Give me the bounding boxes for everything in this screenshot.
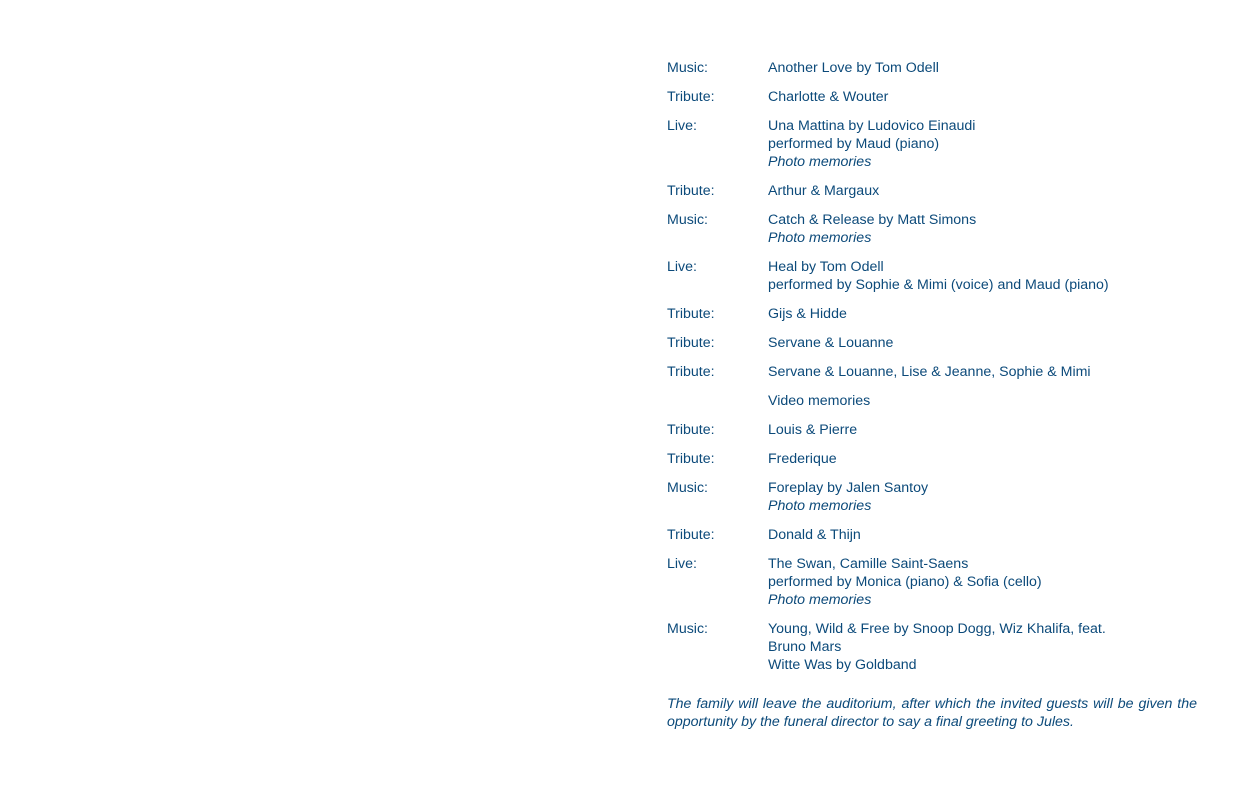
- entry-line: Heal by Tom Odell: [768, 259, 884, 275]
- entry-label: Tribute:: [667, 364, 715, 380]
- program-entry: [667, 392, 1197, 410]
- entry-line: Catch & Release by Matt Simons: [768, 212, 977, 228]
- entry-content: [768, 182, 1197, 200]
- entry-note: Photo memories: [768, 592, 872, 608]
- entry-content: [768, 479, 1197, 515]
- entry-note: Photo memories: [768, 230, 872, 246]
- entry-content: [768, 258, 1197, 294]
- entry-content: [768, 88, 1197, 106]
- entry-content: [768, 620, 1197, 674]
- entry-line: Una Mattina by Ludovico Einaudi: [768, 118, 976, 134]
- program-list: [667, 59, 1197, 685]
- entry-content: [768, 334, 1197, 352]
- entry-line: Donald & Thijn: [768, 527, 861, 543]
- entry-note: Photo memories: [768, 154, 872, 170]
- entry-label: Tribute:: [667, 306, 715, 322]
- program-entry: [667, 182, 1197, 200]
- program-entry: [667, 88, 1197, 106]
- program-entry: [667, 526, 1197, 544]
- program-entry: [667, 363, 1197, 381]
- entry-line: Frederique: [768, 451, 837, 467]
- entry-content: [768, 526, 1197, 544]
- entry-content: [768, 305, 1197, 323]
- entry-line: Another Love by Tom Odell: [768, 60, 939, 76]
- program-entry: [667, 620, 1197, 674]
- entry-line: performed by Maud (piano): [768, 136, 940, 152]
- entry-line: Young, Wild & Free by Snoop Dogg, Wiz Khalifa, feat.: [768, 621, 1106, 637]
- entry-label: Tribute:: [667, 422, 715, 438]
- entry-content: [768, 59, 1197, 77]
- entry-label: Music:: [667, 60, 708, 76]
- closing-note: The family will leave the auditorium, after which the invited guests will be given the opportunity by the funeral director to say a final greeting to Jules.: [667, 696, 1197, 730]
- program-entry: [667, 117, 1197, 171]
- program-entry: [667, 334, 1197, 352]
- entry-content: [768, 450, 1197, 468]
- program-entry: [667, 421, 1197, 439]
- entry-label: Live:: [667, 118, 697, 134]
- entry-note: Photo memories: [768, 498, 872, 514]
- entry-line: The Swan, Camille Saint-Saens: [768, 556, 969, 572]
- entry-label: [667, 392, 768, 410]
- entry-label: Music:: [667, 212, 708, 228]
- entry-line: performed by Sophie & Mimi (voice) and Maud (piano): [768, 277, 1109, 293]
- entry-line: Charlotte & Wouter: [768, 89, 889, 105]
- entry-line: Servane & Louanne, Lise & Jeanne, Sophie & Mimi: [768, 364, 1091, 380]
- entry-label: Tribute:: [667, 527, 715, 543]
- entry-content: [768, 421, 1197, 439]
- entry-label: Tribute:: [667, 183, 715, 199]
- entry-label: Tribute:: [667, 451, 715, 467]
- entry-line: Witte Was by Goldband: [768, 657, 917, 673]
- entry-label: Music:: [667, 621, 708, 637]
- program-entry: [667, 258, 1197, 294]
- entry-label: Live:: [667, 259, 697, 275]
- entry-content: [768, 117, 1197, 171]
- entry-label: Tribute:: [667, 335, 715, 351]
- program-entry: [667, 450, 1197, 468]
- entry-content: [768, 211, 1197, 247]
- entry-content: [768, 392, 1197, 410]
- entry-line: Foreplay by Jalen Santoy: [768, 480, 929, 496]
- program-entry: [667, 479, 1197, 515]
- entry-line: Louis & Pierre: [768, 422, 858, 438]
- entry-line: Video memories: [768, 393, 871, 409]
- program-entry: [667, 59, 1197, 77]
- program-entry: [667, 555, 1197, 609]
- entry-line: Arthur & Margaux: [768, 183, 880, 199]
- entry-label: Live:: [667, 556, 697, 572]
- entry-content: [768, 555, 1197, 609]
- entry-line: Servane & Louanne: [768, 335, 894, 351]
- entry-content: [768, 363, 1197, 381]
- program-entry: [667, 305, 1197, 323]
- entry-line: performed by Monica (piano) & Sofia (cello): [768, 574, 1042, 590]
- entry-line: Gijs & Hidde: [768, 306, 847, 322]
- entry-label: Music:: [667, 480, 708, 496]
- entry-line: Bruno Mars: [768, 639, 842, 655]
- entry-label: Tribute:: [667, 89, 715, 105]
- program-entry: [667, 211, 1197, 247]
